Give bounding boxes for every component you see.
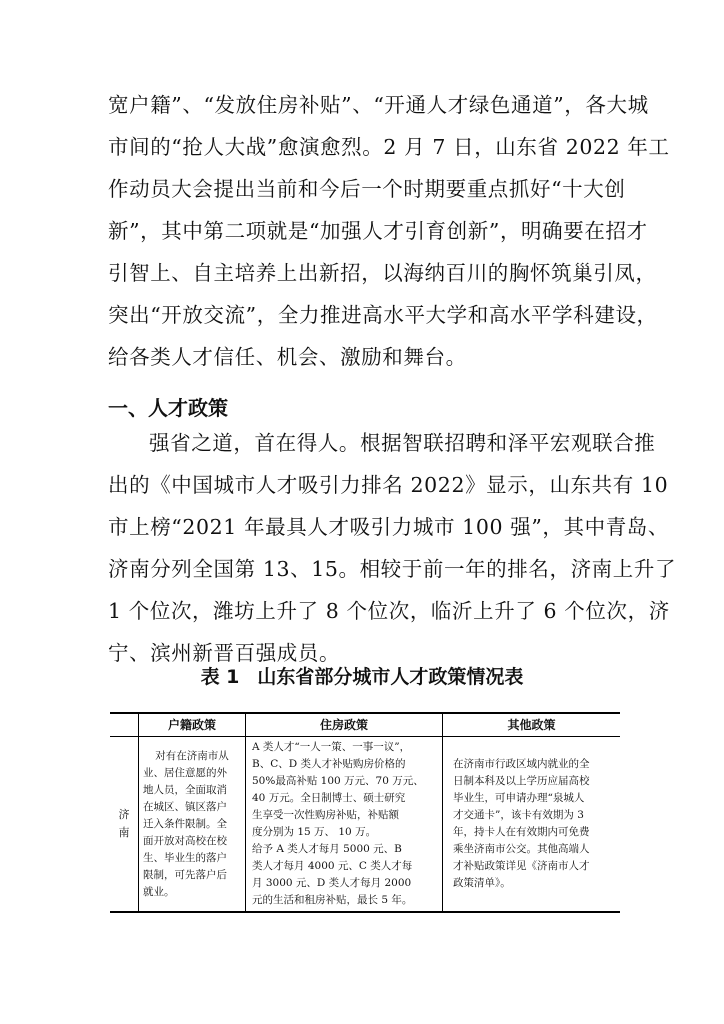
cell-line: 才补贴政策详见《济南市人才 [453,860,590,872]
text-line: 强省之道，首在得人。根据智联招聘和泽平宏观联合推 [149,431,656,455]
table-row [110,737,620,913]
cell-line: 给予 A 类人才每月 5000 元、B [252,843,402,855]
table-caption-number: 表 1 [200,666,240,688]
section-paragraph [108,422,677,674]
cell-line: 限制，可先落户后 [143,868,227,881]
text-line: 作动员大会提出当前和今后一个时期要重点抓好“十大创 [108,177,626,201]
cell-line: 政策清单》。 [453,877,511,889]
cell-line: 元的生活和租房补贴，最长 5 年。 [252,894,413,906]
cell-line: 40 万元。全日制博士、硕士研究 [252,792,406,804]
cell-line: 毕业生，可申请办理“泉城人 [453,792,585,804]
cell-line: 对有在济南市从 [155,749,229,762]
text-line: 引智上、自主培养上出新招，以海纳百川的胸怀筑巢引凤， [108,261,657,285]
table-caption-title: 山东省部分城市人才政策情况表 [257,666,524,688]
cell-line: A 类人才“一人一策、一事一议”， [252,741,411,753]
cell-line: 在济南市行政区域内就业的全 [453,758,590,770]
text-line: 宽户籍”、“发放住房补贴”、“开通人才绿色通道”，各大城 [108,93,649,117]
city-char: 济 [118,808,130,821]
cell-line: 度分别为 15 万、 10 万。 [252,826,377,838]
cell-other [443,737,621,913]
text-line: 宁、滨州新晋百强成员。 [108,641,341,665]
cell-line: 就业。 [143,885,175,898]
section-heading: 一、人才政策 [108,396,228,420]
text-line: 市上榜“2021 年最具人才吸引力城市 100 强”，其中青岛、 [108,515,670,539]
intro-paragraph [108,84,670,378]
cell-line: 月 3000 元、D 类人才每月 2000 [252,877,412,889]
city-char: 南 [118,826,130,839]
text-line: 济南分列全国第 13、15。相较于前一年的排名，济南上升了 [108,557,677,581]
cell-line: 日制本科及以上学历应届高校 [453,775,590,787]
cell-line: 在城区、镇区落户 [143,800,227,813]
text-line: 市间的“抢人大战”愈演愈烈。2 月 7 日，山东省 2022 年工 [108,135,670,159]
text-line: 新”，其中第二项就是“加强人才引育创新”，明确要在招才 [108,219,648,243]
cell-line: 业、居住意愿的外 [143,766,227,779]
cell-line: 才交通卡”，该卡有效期为 3 [453,809,584,821]
cell-line: 迁入条件限制。全 [143,817,227,830]
cell-line: 年，持卡人在有效期内可免费 [453,826,590,838]
text-line: 给各类人才信任、机会、激励和舞台。 [108,345,467,369]
cell-line: 类人才每月 4000 元、C 类人才每 [252,860,413,872]
cell-line: 50%最高补贴 100 万元、70 万元、 [252,775,424,787]
cell-line: 面开放对高校在校 [143,834,227,847]
header-housing: 住房政策 [246,713,443,737]
cell-line: B、C、D 类人才补贴购房价格的 [252,758,406,770]
policy-table [110,712,620,913]
cell-housing [246,737,443,913]
header-hukou: 户籍政策 [139,713,246,737]
text-line: 出的《中国城市人才吸引力排名 2022》显示，山东共有 10 [108,473,669,497]
header-city [110,713,139,737]
cell-line: 乘坐济南市公交。其他高端人 [453,843,590,855]
cell-city [110,737,139,913]
table-caption [0,662,724,689]
header-other: 其他政策 [443,713,621,737]
text-line: 1 个位次，潍坊上升了 8 个位次，临沂上升了 6 个位次，济 [108,599,670,623]
cell-hukou [139,737,246,913]
cell-line: 生、毕业生的落户 [143,851,227,864]
table-header-row [110,713,620,737]
cell-line: 地人员，全面取消 [143,783,227,796]
cell-line: 生享受一次性购房补贴，补贴额 [252,809,399,821]
text-line: 突出“开放交流”，全力推进高水平大学和高水平学科建设， [108,303,658,327]
